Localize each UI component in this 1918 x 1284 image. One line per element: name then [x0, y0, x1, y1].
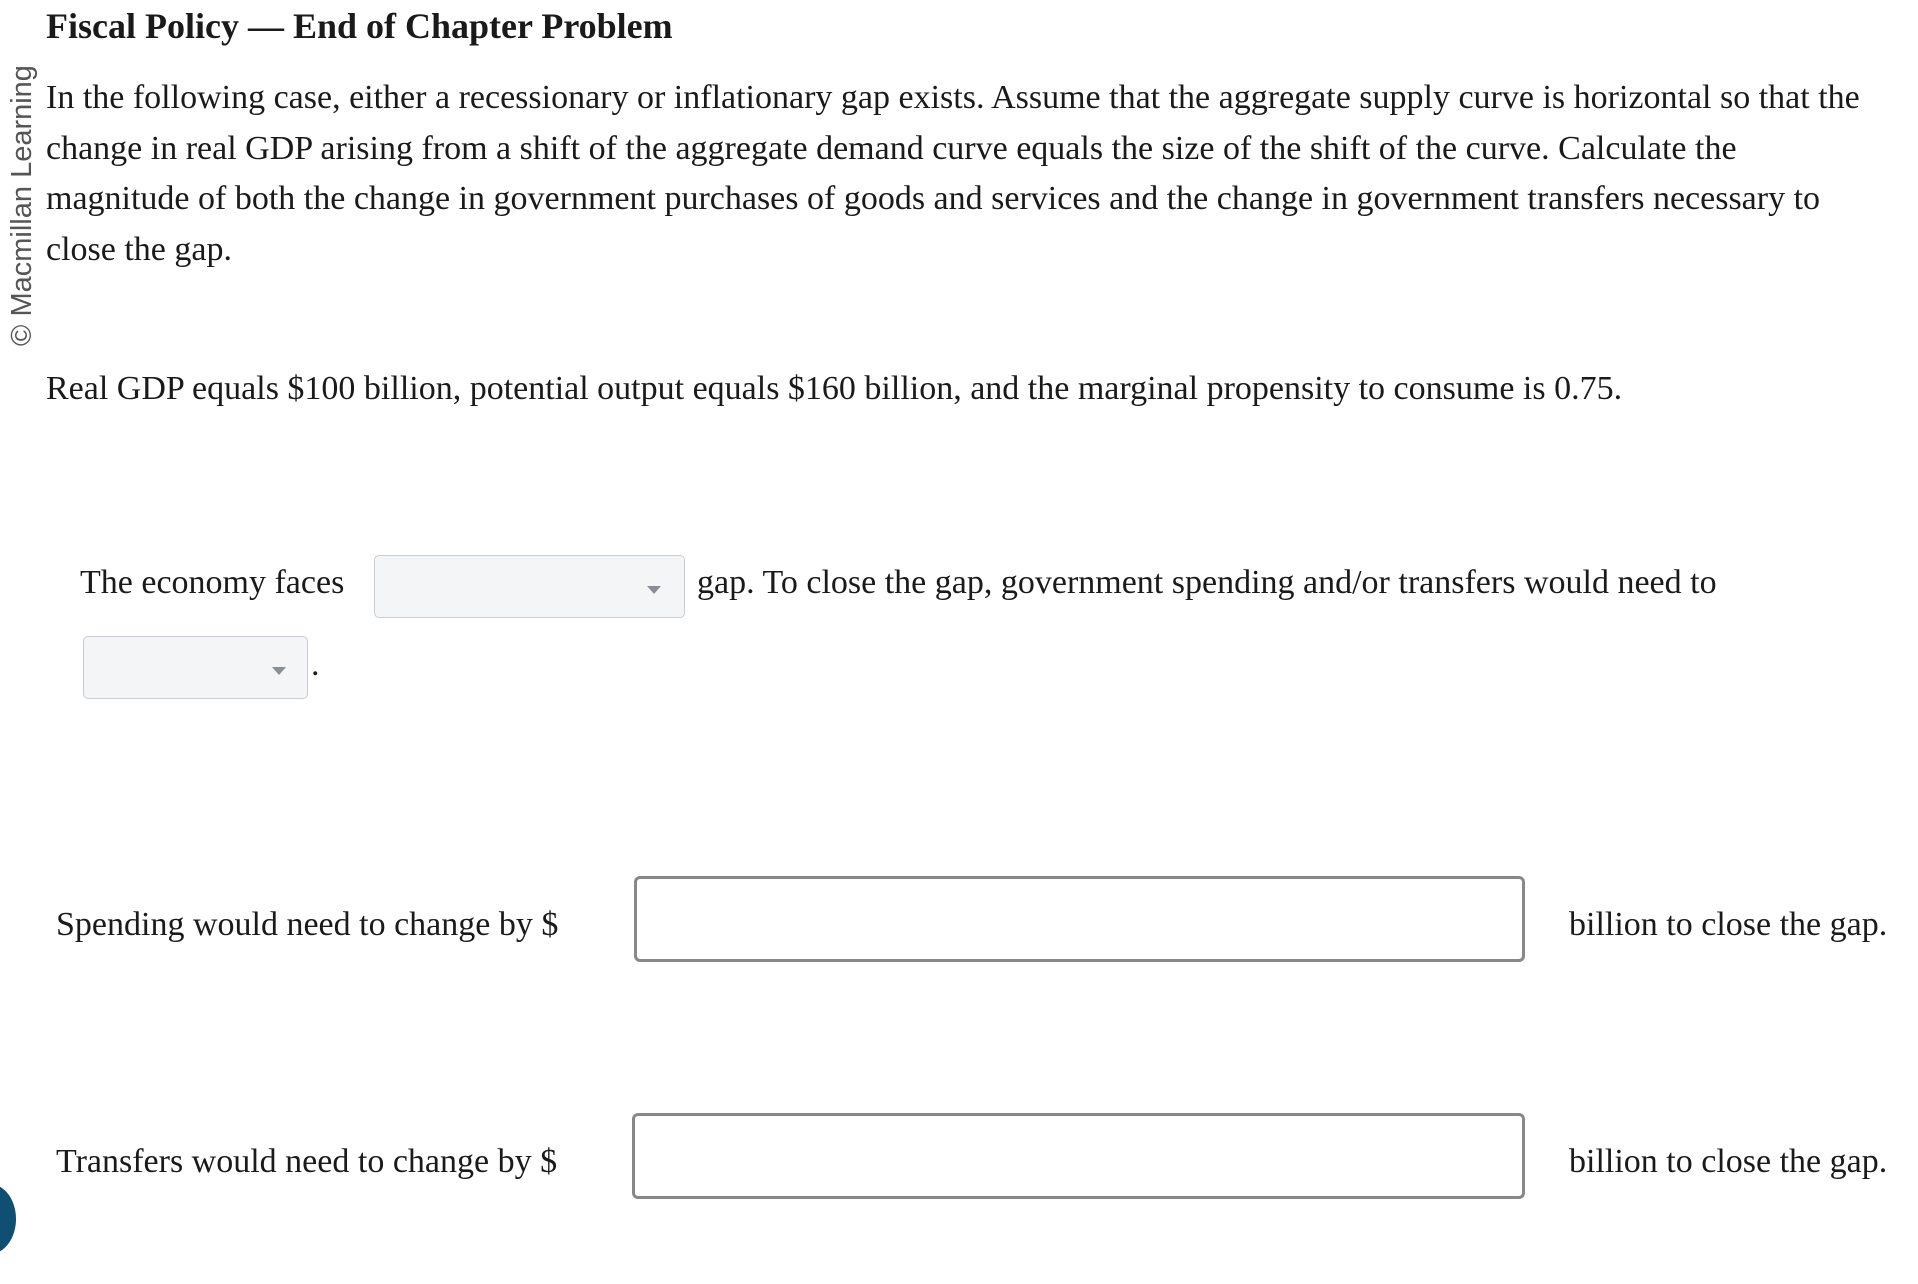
spending-label: Spending would need to change by $ [56, 906, 559, 943]
transfers-label: Transfers would need to change by $ [56, 1143, 558, 1180]
gap-type-dropdown[interactable] [374, 555, 685, 618]
gap-question-middle: gap. To close the gap, government spending and/or transfers would need to [697, 564, 1717, 601]
transfers-change-input[interactable] [632, 1113, 1525, 1199]
copyright-credit-text: © Macmillan Learning [5, 64, 38, 346]
case-statement: Real GDP equals $100 billion, potential output equals $160 billion, and the marginal propensity to consume is 0.75. [46, 370, 1623, 407]
problem-instructions: In the following case, either a recessionary or inflationary gap exists. Assume that the aggregate supply curve is horizontal so that the change in real GDP arising from a shift of the aggregate demand curve equals the size of the shift of the curve. Calculate the magnitude of both the change in government purchases of goods and services and the change in government transfers necessary to close the gap. [46, 79, 1860, 268]
copyright-credit [2, 60, 42, 350]
page-title: Fiscal Policy — End of Chapter Problem [46, 6, 673, 46]
chevron-down-icon [272, 667, 286, 675]
spending-suffix: billion to close the gap. [1569, 906, 1888, 943]
spending-change-input[interactable] [634, 876, 1525, 962]
direction-dropdown[interactable] [83, 636, 308, 699]
help-badge[interactable] [0, 1184, 16, 1254]
transfers-suffix: billion to close the gap. [1569, 1143, 1888, 1180]
chevron-down-icon [647, 586, 661, 594]
gap-question-suffix: . [311, 646, 320, 683]
gap-question-prefix: The economy faces [80, 564, 345, 601]
